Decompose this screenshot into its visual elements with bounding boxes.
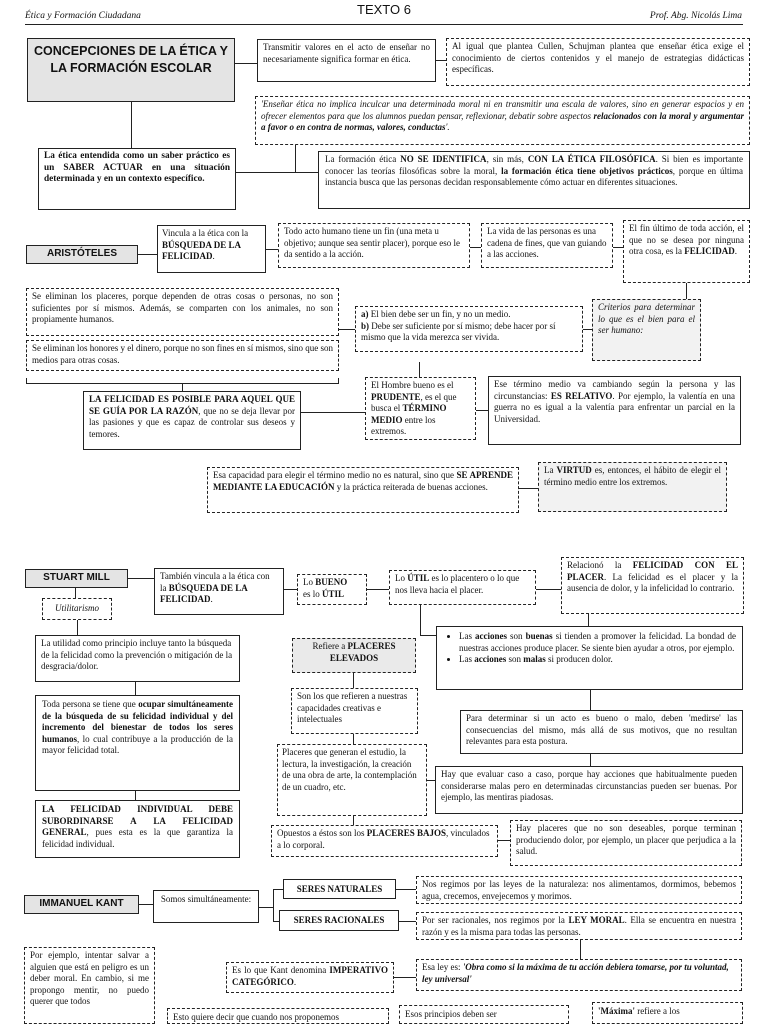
ejemplo-deber-box: Por ejemplo, intentar salvar a alguien que está en peligro es un deber moral. En cambio, si me propongo mentir, no puedo querer que todos	[24, 947, 155, 1024]
mill-vincula-box: También vincula a la ética con la BÚSQUEDA DE LA FELICIDAD.	[154, 568, 284, 615]
page-title: TEXTO 6	[357, 2, 411, 17]
acciones-malas-item: • Las acciones son malas si producen dolor.	[459, 654, 736, 666]
intro-title: CONCEPCIONES DE LA ÉTICA Y LA FORMACIÓN ESCOLAR	[27, 38, 235, 102]
formacion-etica-box: La formación ética NO SE IDENTIFICA, sin más, CON LA ÉTICA FILOSÓFICA. Si bien es importante conocer las teorías filosóficas sobre la moral, la formación ética tiene objetivos prácticos, porque en última instancia busca que las personas decidan responsablemente cómo actuar en diferentes situaciones.	[318, 151, 750, 209]
hombre-prudente-box: El Hombre bueno es el PRUDENTE, es el que busca el TÉRMINO MEDIO entre los extremos.	[365, 377, 476, 440]
caso-a-caso-box: Hay que evaluar caso a caso, porque hay acciones que habitualmente pueden considerarse malas pero en determinadas circunstancias pueden ser buenas. Por ejemplo, las mentiras piadosas.	[435, 766, 743, 814]
somos-box: Somos simultáneamente:	[153, 890, 259, 923]
virtud-box: La VIRTUD es, entonces, el hábito de elegir el término medio entre los extremos.	[538, 462, 727, 512]
ley-universal-box: Esa ley es: 'Obra como si la máxima de tu acción debiera tomarse, por tu voluntad, ley universal'	[416, 959, 742, 991]
maxima-box: 'Máxima' refiere a los	[592, 1002, 743, 1024]
quiere-decir-box: Esto quiere decir que cuando nos proponemos	[167, 1008, 389, 1024]
placeres-elevados-box: Refiere a PLACERES ELEVADOS	[292, 638, 416, 673]
fin-ultimo-box: El fin último de toda acción, el que no se desea por ninguna otra cosa, es la FELICIDAD.	[623, 220, 750, 283]
criterios-ab-box: a) El bien debe ser un fin, y no un medio. b) Debe ser suficiente por sí mismo; debe hacer por sí mismo que la vida merezca ser vivida.	[355, 306, 583, 352]
principio-utilidad-box: La utilidad como principio incluye tanto la búsqueda de la felicidad como la prevención o mitigación de la desgracia/dolor.	[35, 635, 240, 682]
header-rule	[25, 24, 743, 25]
header-left: Ética y Formación Ciudadana	[25, 11, 141, 21]
acciones-buenas-item: • Las acciones son buenas si tienden a promover la felicidad. La bondad de nuestras acciones produce placer. Se siente bien ayudar a otros, por ejemplo.	[459, 631, 736, 654]
criterios-box: Criterios para determinar lo que es el bien para el ser humano:	[592, 299, 701, 361]
saber-practico-box: La ética entendida como un saber práctico es un SABER ACTUAR en una situación determinada y en un contexto específico.	[38, 148, 236, 210]
felicidad-razon-box: LA FELICIDAD ES POSIBLE PARA AQUEL QUE SE GUÍA POR LA RAZÓN, que no se deja llevar por las pasiones y que es capaz de controlar sus deseos y temores.	[83, 391, 301, 450]
imperativo-categorico-box: Es lo que Kant denomina IMPERATIVO CATEGÓRICO.	[226, 962, 394, 993]
util-placentero-box: Lo ÚTIL es lo placentero o lo que nos lleva hacia el placer.	[389, 570, 536, 605]
felicidad-general-box: LA FELICIDAD INDIVIDUAL DEBE SUBORDINARSE A LA FELICIDAD GENERAL, pues esta es la que garantiza la felicidad individual.	[35, 800, 240, 858]
immanuel-kant-label: IMMANUEL KANT	[24, 895, 139, 914]
placeres-ejemplos-box: Placeres que generan el estudio, la lectura, la investigación, la creación de una obra de arte, la contemplación de un cuadro, etc.	[277, 744, 427, 816]
capacidad-educacion-box: Esa capacidad para elegir el término medio no es natural, sino que SE APRENDE MEDIANTE LA EDUCACIÓN y la práctica reiterada de buenas acciones.	[207, 467, 519, 513]
aristoteles-vincula-box: Vincula a la ética con la BÚSQUEDA DE LA FELICIDAD.	[157, 225, 266, 273]
termino-relativo-box: Ese término medio va cambiando según la persona y las circunstancias: ES RELATIVO. Por ejemplo, la valentía en una guerra no es igual a la valentía para enfrentar un parcial en la Universidad.	[488, 376, 741, 445]
transmitir-valores-box: Transmitir valores en el acto de enseñar no necesariamente significa formar en ética.	[257, 39, 436, 82]
acciones-buenas-malas-box	[436, 626, 743, 690]
honores-eliminados-box: Se eliminan los honores y el dinero, porque no son fines en sí mismos, sino que son medios para otras cosas.	[26, 340, 339, 371]
seres-naturales-desc: Nos regimos por las leyes de la naturaleza: nos alimentamos, dormimos, bebemos agua, crecemos, envejecemos y morimos.	[416, 876, 742, 904]
acto-humano-box: Todo acto humano tiene un fin (una meta u objetivo; aunque sea sentir placer), porque eso le da sentido a la acción.	[278, 223, 470, 268]
medirse-consecuencias-box: Para determinar si un acto es bueno o malo, deben 'medirse' las consecuencias del mismo, más allá de sus motivos, que no resultan relevantes para esta postura.	[460, 710, 743, 754]
aristoteles-label: ARISTÓTELES	[26, 245, 138, 264]
felicidad-placer-box: Relacionó la FELICIDAD CON EL PLACER. La felicidad es el placer y la ausencia de dolor, y la infelicidad lo contrario.	[561, 557, 744, 614]
utilitarismo-tag: Utilitarismo	[42, 598, 112, 620]
quote-box: 'Enseñar ética no implica inculcar una determinada moral ni en transmitir una escala de valores, sino en generar espacios y en ofrecer elementos para que los alumnos puedan pensar, reflexionar, debatir sobre aspectos relacionados con la moral y argumentar a favor o en contra de normas, valores, conductas'.	[255, 96, 750, 145]
placeres-no-deseables-box: Hay placeres que no son deseables, porque terminan produciendo dolor, por ejemplo, un placer que perjudica a la salud.	[510, 820, 742, 866]
cadena-fines-box: La vida de las personas es una cadena de fines, que van guiando a las acciones.	[481, 223, 613, 268]
placeres-eliminados-box: Se eliminan los placeres, porque dependen de otras cosas o personas, no son suficientes por sí mismos. Además, se comparten con los animales, no son propiamente humanos.	[26, 288, 339, 336]
placeres-bajos-box: Opuestos a éstos son los PLACERES BAJOS, vinculados a lo corporal.	[271, 825, 498, 857]
stuart-mill-label: STUART MILL	[25, 569, 128, 588]
principios-box: Esos principios deben ser	[399, 1005, 569, 1024]
header-right: Prof. Abg. Nicolás Lima	[649, 11, 742, 21]
cullen-box: Al igual que plantea Cullen, Schujman plantea que enseñar ética exige el conocimiento de ciertos contenidos y el manejo de estrategias didácticas específicas.	[446, 38, 750, 86]
seres-racionales-box: SERES RACIONALES	[279, 910, 399, 931]
toda-persona-box: Toda persona se tiene que ocupar simultáneamente de la búsqueda de su felicidad individual y del incremento del bienestar de todos los seres humanos, lo cual contribuye a la producción de la mayor felicidad total.	[35, 695, 240, 791]
seres-naturales-box: SERES NATURALES	[283, 879, 396, 899]
bueno-util-box: Lo BUENO es lo ÚTIL	[297, 574, 367, 605]
capacidades-creativas-box: Son los que refieren a nuestras capacidades creativas e intelectuales	[291, 688, 418, 734]
ley-moral-box: Por ser racionales, nos regimos por la LEY MORAL. Ella se encuentra en nuestra razón y es la misma para todas las personas.	[416, 912, 742, 940]
